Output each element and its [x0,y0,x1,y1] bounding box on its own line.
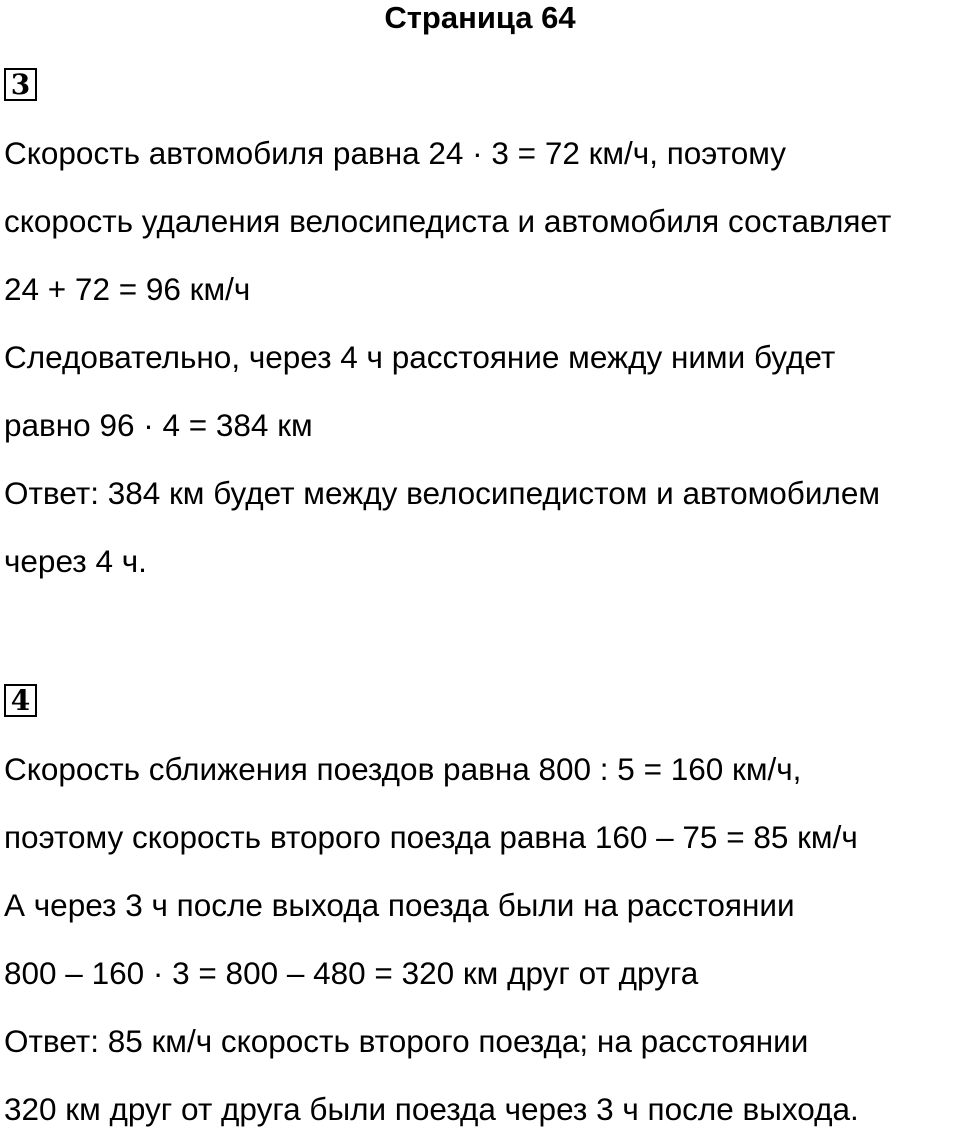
task-3-line-4: Следовательно, через 4 ч расстояние между ними будет [4,339,836,375]
task-4-answer-line-1: Ответ: 85 км/ч скорость второго поезда; на расстоянии [4,1023,809,1059]
task-4-line-2: поэтому скорость второго поезда равна 160 – 75 = 85 км/ч [4,819,858,855]
page-title: Страница 64 [384,0,576,35]
task-3-answer-line-1: Ответ: 384 км будет между велосипедистом и автомобилем [4,475,881,511]
task-number-3: 3 [4,68,37,101]
task-number-4: 4 [4,684,37,717]
task-4-line-3: А через 3 ч после выхода поезда были на расстоянии [4,887,795,923]
task-4-answer-line-2: 320 км друг от друга были поезда через 3 ч после выхода. [4,1091,859,1127]
task-3-line-2: скорость удаления велосипедиста и автомобиля составляет [4,203,892,239]
task-3-line-3: 24 + 72 = 96 км/ч [4,271,251,307]
task-3-answer-line-2: через 4 ч. [4,543,147,579]
task-4-line-1: Скорость сближения поездов равна 800 : 5 = 160 км/ч, [4,751,802,787]
task-3-line-5: равно 96 · 4 = 384 км [4,407,313,443]
task-4-line-4: 800 – 160 · 3 = 800 – 480 = 320 км друг от друга [4,955,699,991]
task-3-line-1: Скорость автомобиля равна 24 · 3 = 72 км/ч, поэтому [4,135,787,171]
